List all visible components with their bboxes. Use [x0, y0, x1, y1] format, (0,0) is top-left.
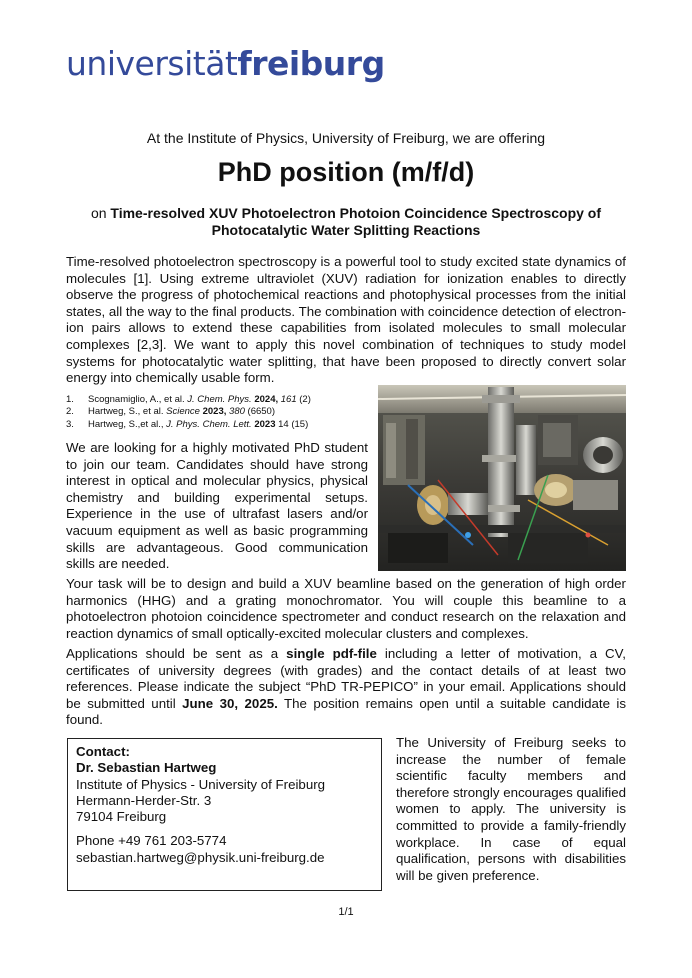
topic-prefix: on	[90, 205, 111, 221]
page-number: 1/1	[338, 906, 354, 918]
application-format: single pdf-file	[286, 646, 377, 661]
reference-volume: 380	[226, 406, 245, 418]
reference-volume: 14	[275, 418, 289, 430]
reference-authors: Scognamiglio, A., et al.	[88, 394, 188, 405]
application-deadline: June 30, 2025.	[182, 695, 278, 711]
intro-line: At the Institute of Physics, University of Freiburg, we are offering	[146, 130, 546, 146]
contact-heading: Contact:	[76, 744, 130, 759]
university-logo	[66, 44, 385, 84]
reference-item	[66, 419, 376, 431]
reference-issue: (2)	[296, 394, 311, 405]
contact-city: 79104 Freiburg	[76, 809, 167, 825]
reference-list	[66, 394, 376, 431]
contact-name: Dr. Sebastian Hartweg	[76, 760, 217, 776]
paragraph-equal-opportunity: The University of Freiburg seeks to increase the number of female scientific faculty members and therefore strongly encourages qualified women to apply. The university is committed to provide a family-friendly workplace. In case of equal qualification, persons with disabilities will be given preference.	[396, 735, 626, 883]
application-text: The position remains open until a suitable candidate is found.	[66, 695, 626, 728]
logo-text-freiburg: freiburg	[237, 44, 385, 83]
reference-authors: Hartweg, S., et al.	[88, 406, 167, 418]
reference-journal: J. Phys. Chem. Lett.	[166, 418, 252, 430]
paragraph-application	[66, 646, 626, 729]
logo-text-universitat: universität	[66, 44, 238, 83]
position-topic	[66, 205, 626, 239]
contact-street: Hermann-Herder-Str. 3	[76, 792, 212, 808]
contact-box	[67, 738, 382, 891]
contact-institute: Institute of Physics - University of Freiburg	[76, 776, 326, 792]
contact-phone: Phone +49 761 203-5774	[76, 833, 227, 849]
lab-setup-photo	[378, 385, 626, 571]
reference-journal: Science	[166, 406, 200, 418]
paragraph-task: Your task will be to design and build a XUV beamline based on the generation of high order harmonics (HHG) and a grating monochromator. You will couple this beamline to a photoelectron photoion coincidence spectrometer and conduct research on the relaxation and reaction dynamics of small optically-excited molecular clusters and complexes.	[66, 576, 626, 641]
page-title: PhD position (m/f/d)	[217, 157, 475, 187]
application-text: including a letter of motivation, a CV, certificates of university degrees (with grades) and the contact details of at least two references. Please indicate the subject “PhD TR-PEPICO” in your email. Applications should be submitted until	[66, 646, 626, 711]
reference-item	[66, 394, 376, 406]
contact-email[interactable]: sebastian.hartweg@physik.uni-freiburg.de	[76, 849, 325, 865]
reference-number: 2.	[66, 406, 74, 418]
reference-number: 3.	[66, 418, 74, 430]
reference-year: 2023	[251, 418, 276, 430]
topic-title: Time-resolved XUV Photoelectron Photoion Coincidence Spectroscopy of Photocatalytic Water Splitting Reactions	[110, 205, 602, 238]
reference-issue: (6650)	[244, 406, 275, 418]
paragraph-research: Time-resolved photoelectron spectroscopy is a powerful tool to study excited state dynamics of molecules [1]. Using extreme ultraviolet (XUV) radiation for ionization enables to directly observe the progress of photochemical reactions and photophysical processes from the initial states, all the way to the final products. The combination with coincidence detection of electron-ion pairs allows to extend these capabilities from isolated molecules to small molecular complexes [2,3]. We want to apply this novel combination of techniques to study model systems for photocatalytic water splitting, that have been proposed to directly convert solar energy into chemically usable form.	[66, 254, 627, 386]
reference-year: 2024,	[251, 394, 279, 405]
reference-year: 2023,	[199, 406, 227, 418]
application-text: Applications should be sent as a	[66, 646, 287, 661]
reference-authors: Hartweg, S.,et al.,	[88, 418, 167, 430]
reference-number: 1.	[66, 394, 74, 405]
paragraph-candidate-profile: We are looking for a highly motivated PhD student to join our team. Candidates should have strong interest in optical and molecular physics, physical chemistry and building experimental setups. Experience in the use of ultrafast lasers and/or vacuum equipment as well as basic programming skills are advantageous. Good communication skills are needed.	[66, 440, 368, 572]
reference-journal: J. Chem. Phys.	[187, 394, 252, 405]
reference-item	[66, 406, 376, 418]
reference-issue: (15)	[288, 418, 309, 430]
reference-volume: 161	[278, 394, 297, 405]
